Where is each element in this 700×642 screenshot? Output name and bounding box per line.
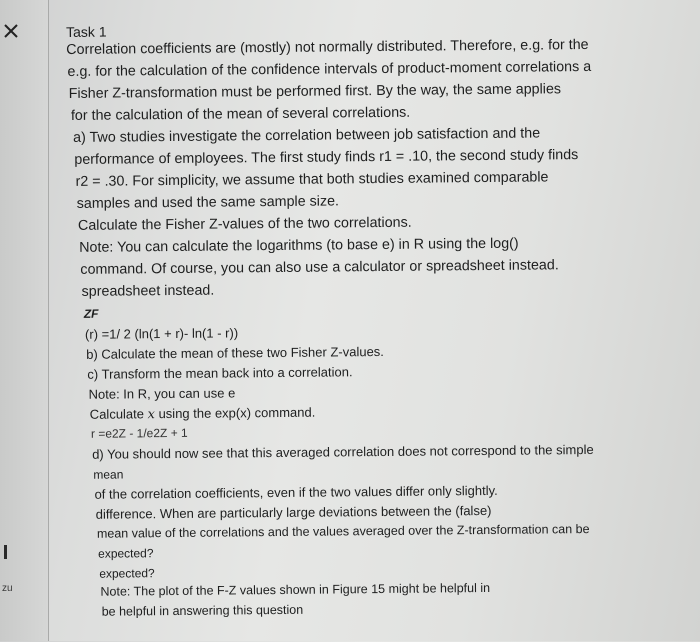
paragraph-line: r2 = .30. For simplicity, we assume that both studies examined comparable [75,169,549,190]
hint-line: be helpful in answering this question [101,602,304,619]
paragraph-line: samples and used the same sample size. [76,193,340,212]
paragraph-line: for the calculation of the mean of several correlations. [70,104,411,124]
paragraph-line: performance of employees. The first study finds r1 = .10, the second study finds [74,147,579,168]
paragraph-line: a) Two studies investigate the correlation between job satisfaction and the [73,125,541,146]
paragraph-line: Calculate the Fisher Z-values of the two correlations. [77,214,412,234]
task-d-line: expected? [98,546,154,561]
task-document [66,16,687,642]
fisher-formula: (r) =1/ 2 (ln(1 + r)- ln(1 - r)) [84,325,239,342]
pane-divider [48,0,49,641]
hint-line: Note: The plot of the F-Z values shown in Figure 15 might be helpful in [100,580,491,599]
close-icon[interactable] [2,22,20,40]
paragraph-line: command. Of course, you can also use a calculator or spreadsheet instead. [80,257,559,278]
paragraph-line: Correlation coefficients are (mostly) not normally distributed. Therefore, e.g. for the [66,36,589,58]
left-pane [0,0,48,641]
task-d-line: mean value of the correlations and the values averaged over the Z-transformation can be [96,521,590,541]
paragraph-line: e.g. for the calculation of the confidence intervals of product-moment correlations a [67,58,592,80]
task-c-line: c) Transform the mean back into a correlation. [87,364,353,382]
task-d-line: difference. When are particularly large deviations between the (false) [95,502,492,522]
paragraph-line: Fisher Z-transformation must be performed first. By the way, the same applies [68,81,562,102]
task-d-line: mean [93,467,124,482]
task-d-line: of the correlation coefficients, even if the two values differ only slightly. [94,482,498,502]
paragraph-line: Note: You can calculate the logarithms (to base e) in R using the log() [79,235,519,256]
paragraph-line: spreadsheet instead. [81,282,215,300]
task-b-line: b) Calculate the mean of these two Fisher Z-values. [86,343,384,362]
note-r-line: Note: In R, you can use e [88,385,236,402]
task-d-line: expected? [99,566,155,581]
zf-label: ZF [83,306,99,321]
calculate-x-line: Calculate x using the exp(x) command. [89,404,316,423]
task-d-line: d) You should now see that this averaged correlation does not correspond to the simple [92,441,594,462]
task-title: Task 1 [66,23,107,40]
side-text: zu [2,583,13,594]
side-marker [4,545,7,559]
back-transform-formula: r =e2Z - 1/e2Z + 1 [90,425,188,441]
